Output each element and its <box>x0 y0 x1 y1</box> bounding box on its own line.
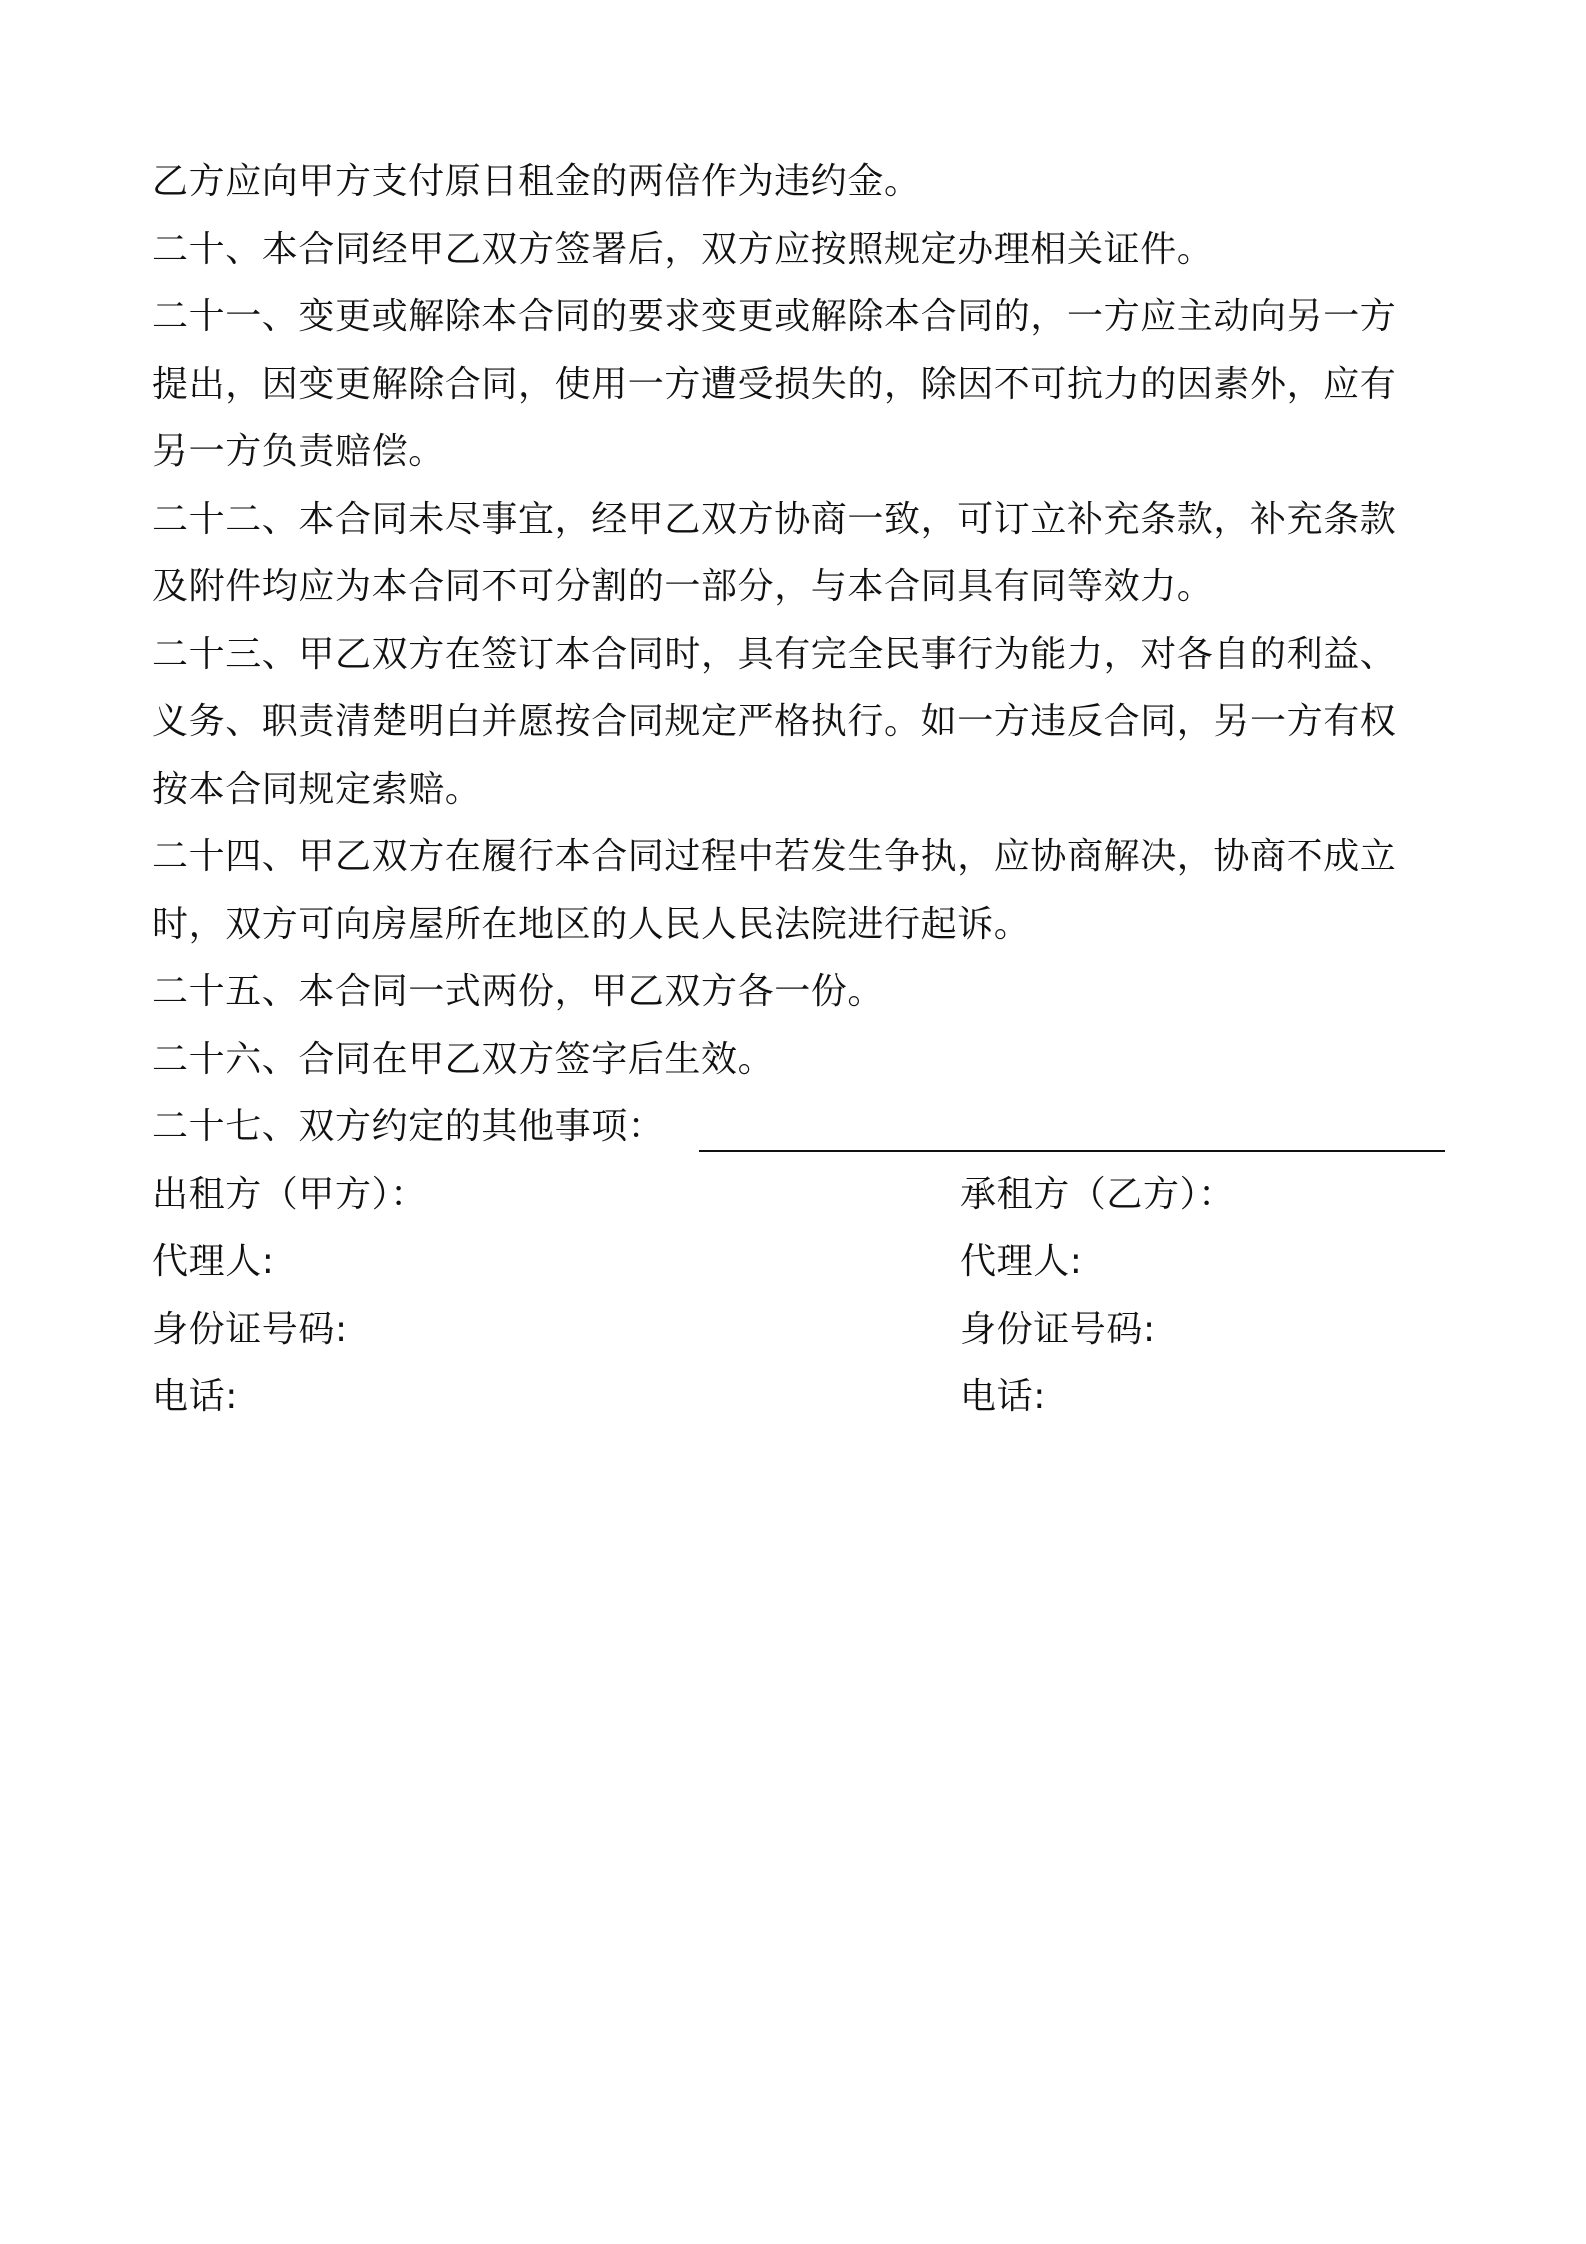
contract-paragraph-line: 按本合同规定索赔。 <box>152 768 482 810</box>
other-matters-blank-line <box>699 1150 1445 1152</box>
contract-paragraph-line: 二十六、合同在甲乙双方签字后生效。 <box>152 1038 775 1080</box>
contract-paragraph-line: 提出，因变更解除合同，使用一方遭受损失的，除因不可抗力的因素外，应有 <box>152 363 1397 405</box>
lessee-agent-label: 代理人: <box>960 1241 1083 1282</box>
lessor-signature-column <box>152 1161 427 1431</box>
lessee-signature-column <box>960 1161 1235 1431</box>
lessor-party-label: 出租方（甲方）： <box>152 1173 427 1215</box>
contract-paragraph-line: 二十、本合同经甲乙双方签署后，双方应按照规定办理相关证件。 <box>152 228 1214 270</box>
lessee-phone-label: 电话: <box>960 1376 1046 1417</box>
lessor-phone-label: 电话: <box>152 1376 238 1417</box>
lessor-id-label: 身份证号码: <box>152 1308 348 1350</box>
contract-paragraph-line: 及附件均应为本合同不可分割的一部分，与本合同具有同等效力。 <box>152 566 1214 607</box>
lessee-id-label: 身份证号码: <box>960 1308 1156 1350</box>
contract-paragraph-line: 义务、职责清楚明白并愿按合同规定严格执行。如一方违反合同，另一方有权 <box>152 701 1397 742</box>
contract-paragraph-line: 二十四、甲乙双方在履行本合同过程中若发生争执，应协商解决，协商不成立 <box>152 836 1397 877</box>
contract-paragraph-line: 二十一、变更或解除本合同的要求变更或解除本合同的，一方应主动向另一方 <box>152 296 1397 337</box>
other-matters-label: 二十七、双方约定的其他事项： <box>152 1106 665 1147</box>
contract-paragraph-line: 二十二、本合同未尽事宜，经甲乙双方协商一致，可订立补充条款，补充条款 <box>152 498 1397 540</box>
other-matters-row <box>152 1093 1442 1161</box>
signature-section <box>152 1161 1442 1431</box>
contract-paragraph-line: 乙方应向甲方支付原日租金的两倍作为违约金。 <box>152 161 921 202</box>
lessor-agent-label: 代理人: <box>152 1241 275 1282</box>
contract-paragraph-line: 另一方负责赔偿。 <box>152 431 445 472</box>
contract-paragraph-line: 时，双方可向房屋所在地区的人民人民法院进行起诉。 <box>152 903 1031 945</box>
lessee-party-label: 承租方（乙方）： <box>960 1173 1235 1215</box>
contract-paragraph-line: 二十三、甲乙双方在签订本合同时，具有完全民事行为能力，对各自的利益、 <box>152 633 1397 675</box>
contract-body <box>152 148 1442 1431</box>
contract-paragraph-line: 二十五、本合同一式两份，甲乙双方各一份。 <box>152 971 885 1012</box>
